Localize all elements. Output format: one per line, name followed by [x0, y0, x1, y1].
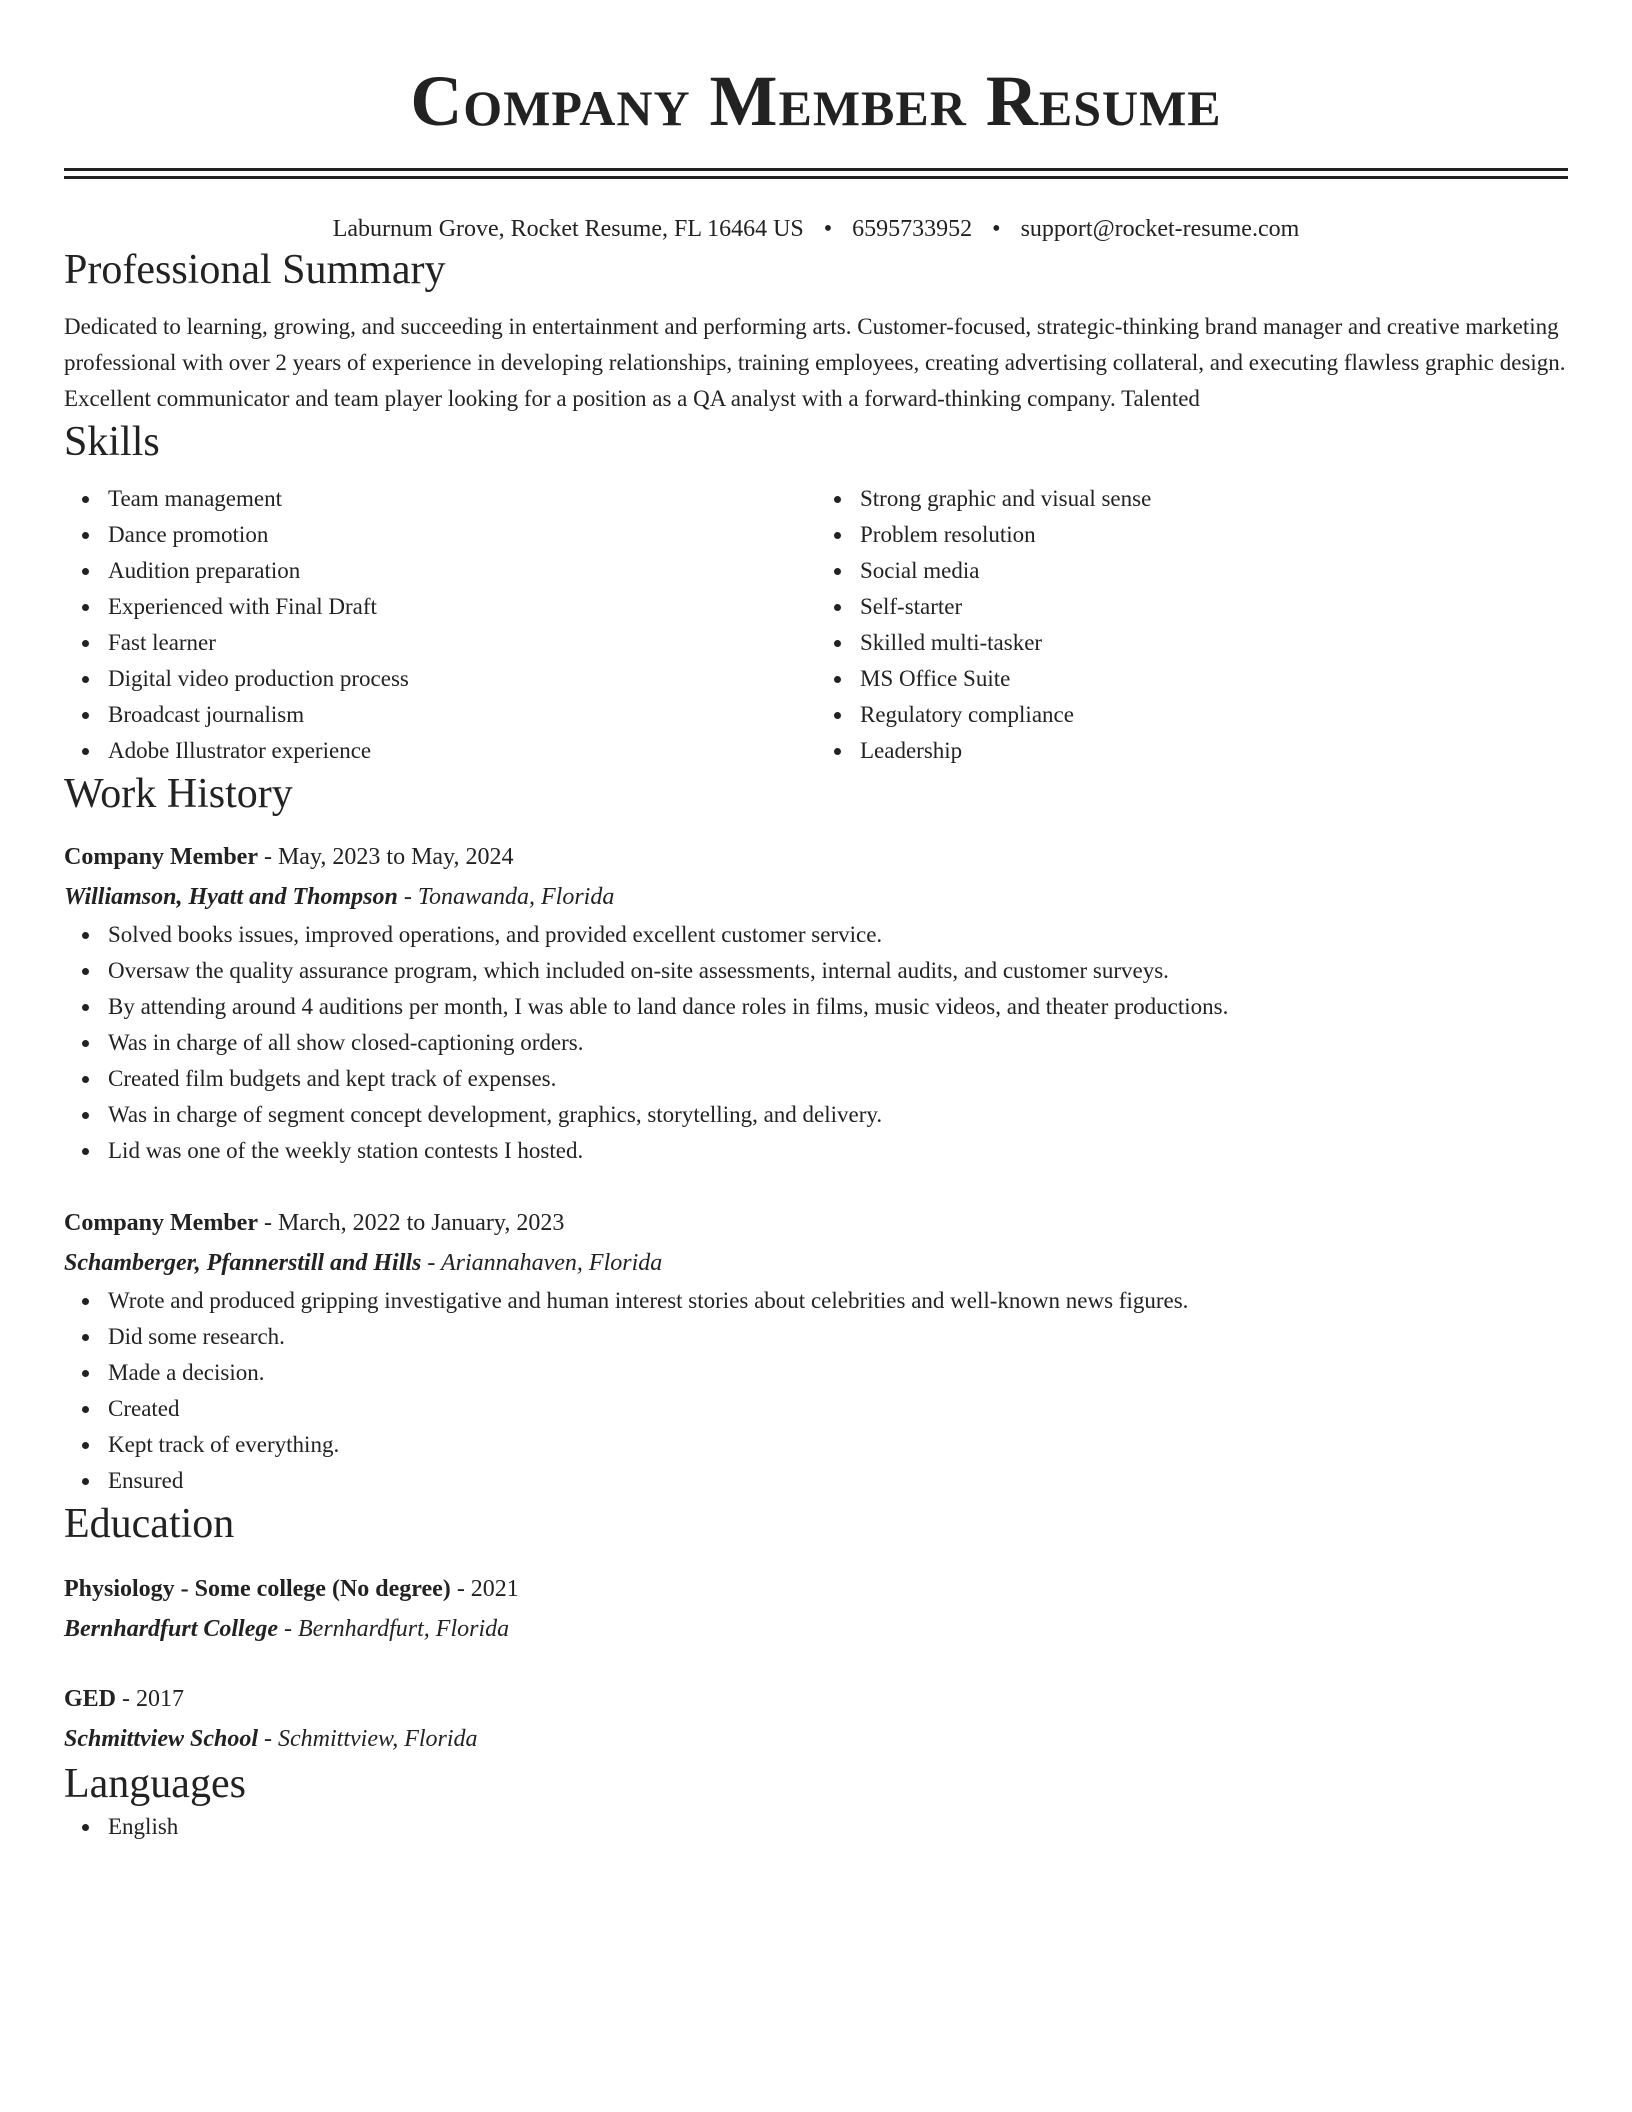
- school-location: - Bernhardfurt, Florida: [278, 1616, 510, 1642]
- resume-page: [64, 0, 1568, 1845]
- job-title: Company Member: [64, 1210, 258, 1236]
- job-dates: - March, 2022 to January, 2023: [257, 1210, 565, 1236]
- skill-item: Broadcast journalism: [108, 697, 816, 733]
- skill-item: Team management: [108, 481, 816, 517]
- employer-line: [64, 877, 1568, 917]
- degree-name: GED: [64, 1686, 117, 1712]
- contact-separator: •: [823, 216, 833, 242]
- summary-text: Dedicated to learning, growing, and succeeding in entertainment and performing arts. Customer-focused, strategic-thinking brand manager and creative marketing professional with over 2 years of experience in developing relationships, training employees, creating advertising collateral, and executing flawless graphic design. Excellent communicator and team player looking for a position as a QA analyst with a forward-thinking company. Talented: [64, 314, 1566, 411]
- degree-year: - 2021: [450, 1576, 519, 1602]
- school-location: - Schmittview, Florida: [258, 1726, 478, 1752]
- skill-item: Audition preparation: [108, 553, 816, 589]
- employer-line: [64, 1243, 1568, 1283]
- degree-name: Physiology - Some college (No degree): [64, 1576, 451, 1602]
- skills-right-column: [816, 481, 1568, 769]
- job-duty: Did some research.: [108, 1319, 1568, 1355]
- education-entry: [64, 1679, 1568, 1759]
- job-duty: Made a decision.: [108, 1355, 1568, 1391]
- contact-email: support@rocket-resume.com: [1020, 216, 1300, 242]
- languages-heading: Languages: [64, 1761, 246, 1807]
- job-duty: Wrote and produced gripping investigative and human interest stories about celebrities and well-known news figures.: [108, 1283, 1568, 1319]
- skill-item: Skilled multi-tasker: [860, 625, 1568, 661]
- job-entry: [64, 837, 1568, 1169]
- skill-item: Digital video production process: [108, 661, 816, 697]
- skill-item: Strong graphic and visual sense: [860, 481, 1568, 517]
- contact-separator: •: [992, 216, 1001, 242]
- contact-address: Laburnum Grove, Rocket Resume, FL 16464 US: [332, 216, 804, 242]
- skills-heading: Skills: [64, 419, 160, 465]
- work-history-heading: Work History: [64, 771, 293, 817]
- degree-year: - 2017: [116, 1686, 185, 1712]
- employer-location: - Ariannahaven, Florida: [421, 1250, 663, 1276]
- contact-line: [64, 213, 1568, 245]
- school-name: Schmittview School: [64, 1726, 259, 1752]
- title-divider: [64, 168, 1568, 179]
- job-duty: Ensured: [108, 1463, 1568, 1499]
- job-duty: Solved books issues, improved operations, and provided excellent customer service.: [108, 917, 1568, 953]
- skill-item: MS Office Suite: [860, 661, 1568, 697]
- job-duty: Created: [108, 1391, 1568, 1427]
- skill-item: Adobe Illustrator experience: [108, 733, 816, 769]
- job-title-line: [64, 1203, 1568, 1243]
- skill-item: Regulatory compliance: [860, 697, 1568, 733]
- employer-location: - Tonawanda, Florida: [397, 884, 615, 910]
- job-duty: Created film budgets and kept track of expenses.: [108, 1061, 1568, 1097]
- language-item: English: [108, 1809, 1568, 1845]
- employer-name: Williamson, Hyatt and Thompson: [64, 884, 398, 910]
- job-duty: Oversaw the quality assurance program, which included on-site assessments, internal audits, and customer surveys.: [108, 953, 1568, 989]
- job-duties: [64, 1283, 1568, 1499]
- degree-line: [64, 1679, 1568, 1719]
- skills-grid: [64, 481, 1568, 769]
- skill-item: Self-starter: [860, 589, 1568, 625]
- job-entry: [64, 1203, 1568, 1499]
- education-heading: Education: [64, 1501, 235, 1547]
- education-entry: [64, 1569, 1568, 1649]
- skills-left-column: [64, 481, 816, 769]
- job-duty: Kept track of everything.: [108, 1427, 1568, 1463]
- degree-line: [64, 1569, 1568, 1609]
- languages-list: [64, 1809, 1568, 1845]
- skill-item: Fast learner: [108, 625, 816, 661]
- school-line: [64, 1609, 1568, 1649]
- job-title-line: [64, 837, 1568, 877]
- job-title: Company Member: [64, 844, 258, 870]
- resume-title: Company Member Resume: [410, 61, 1222, 141]
- skill-item: Dance promotion: [108, 517, 816, 553]
- contact-phone: 6595733952: [852, 216, 973, 242]
- skill-item: Social media: [860, 553, 1568, 589]
- job-duty: Lid was one of the weekly station contests I hosted.: [108, 1133, 1568, 1169]
- job-duty: Was in charge of all show closed-captioning orders.: [108, 1025, 1568, 1061]
- school-line: [64, 1719, 1568, 1759]
- school-name: Bernhardfurt College: [64, 1616, 279, 1642]
- employer-name: Schamberger, Pfannerstill and Hills: [64, 1250, 422, 1276]
- job-dates: - May, 2023 to May, 2024: [257, 844, 514, 870]
- job-duty: By attending around 4 auditions per month, I was able to land dance roles in films, music videos, and theater productions.: [108, 989, 1568, 1025]
- skill-item: Experienced with Final Draft: [108, 589, 816, 625]
- skill-item: Problem resolution: [860, 517, 1568, 553]
- summary-heading: Professional Summary: [64, 247, 446, 293]
- job-duty: Was in charge of segment concept development, graphics, storytelling, and delivery.: [108, 1097, 1568, 1133]
- job-duties: [64, 917, 1568, 1169]
- skill-item: Leadership: [860, 733, 1568, 769]
